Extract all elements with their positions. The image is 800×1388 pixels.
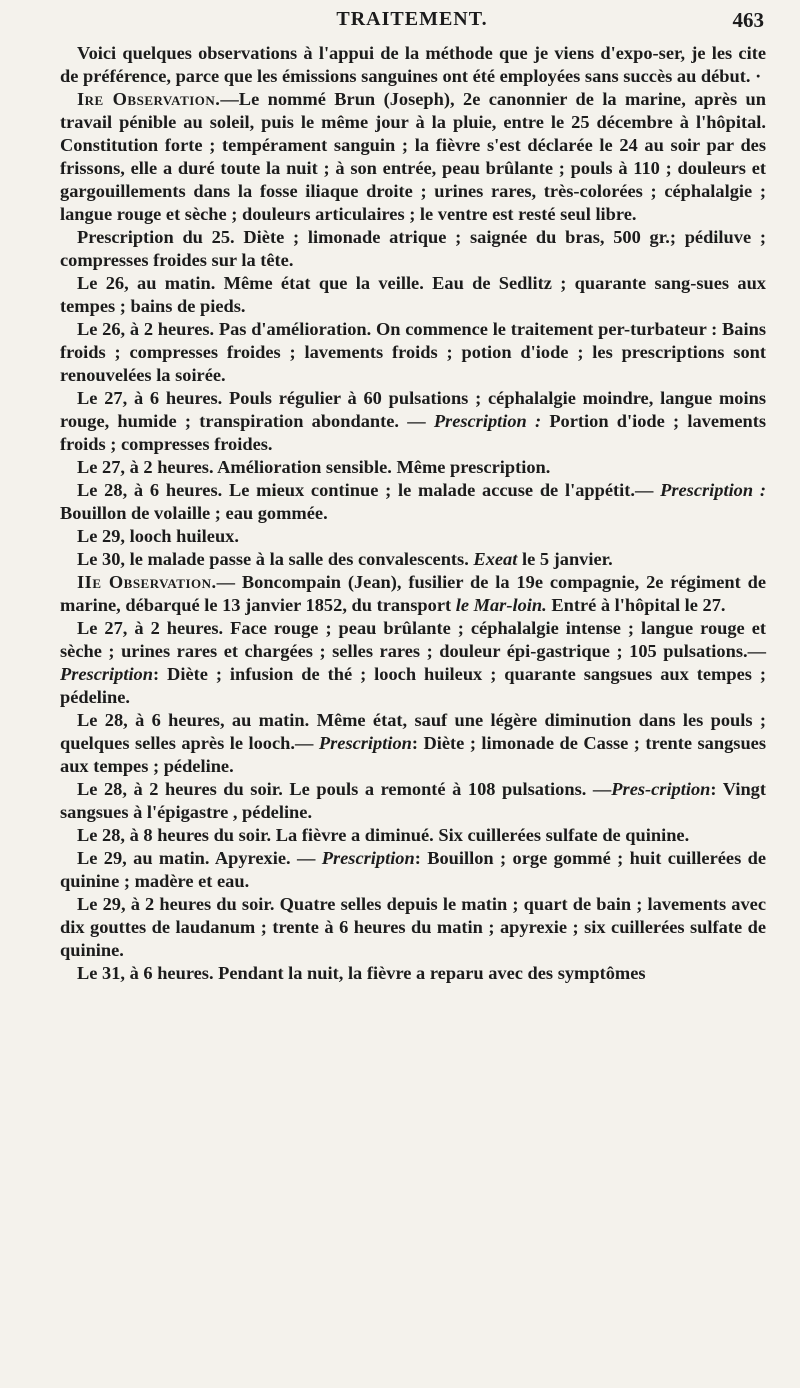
paragraph-tail: : Bouillon ; orge gommé ; huit cuillerées de quinine ; madère et eau.	[60, 848, 766, 891]
italic-text: Prescription	[318, 733, 412, 753]
italic-text: Prescription :	[660, 480, 766, 500]
paragraph-text: Le 27, à 2 heures. Face rouge ; peau brûlante ; céphalalgie intense ; langue rouge et sèche ; urines rares et chargées ; selles rares ; douleur épi-gastrique ; 105 pulsations.—	[60, 618, 766, 661]
italic-text: le Mar-loin.	[455, 595, 547, 615]
paragraph-text: Le 28, à 6 heures, au matin. Même état, sauf une légère diminution dans les pouls ; quelques selles après le looch.—	[60, 710, 766, 753]
paragraph	[60, 824, 766, 847]
italic-text: Prescription :	[433, 411, 542, 431]
paragraph	[60, 709, 766, 778]
paragraph-tail: le 5 janvier.	[521, 549, 613, 569]
paragraph	[60, 318, 766, 387]
paragraph-tail: Entré à l'hôpital le 27.	[551, 595, 726, 615]
paragraph-text: —Le nommé Brun (Joseph), 2e canonnier de la marine, après un travail pénible au soleil, puis le même jour à la pluie, entre le 25 décembre à l'hôpital. Constitution forte ; tempérament sanguin ; la fièvre s'est déclarée le 24 au soir par des frissons, elle a duré toute la nuit ; à son entrée, peau brûlante ; pouls à 110 ; douleurs et gargouillements dans la fosse iliaque droite ; urines rares, très-colorées ; céphalalgie ; langue rouge et sèche ; douleurs articulaires ; le ventre est resté seul libre.	[60, 89, 766, 224]
italic-text: Pres-cription	[611, 779, 711, 799]
paragraph	[60, 548, 766, 571]
paragraph	[60, 617, 766, 709]
italic-text: Prescription	[321, 848, 415, 868]
paragraph	[60, 456, 766, 479]
paragraph-text: Prescription du 25. Diète ; limonade atrique ; saignée du bras, 500 gr.; pédiluve ; compresses froides sur la tête.	[60, 227, 766, 270]
paragraph-text: Le 28, à 6 heures. Le mieux continue ; le malade accuse de l'appétit.—	[77, 480, 654, 500]
paragraph	[60, 42, 766, 88]
paragraph-tail: Portion d'iode ; lavements froids ; compresses froides.	[60, 411, 766, 454]
paragraph	[60, 847, 766, 893]
paragraph-tail: : Diète ; limonade de Casse ; trente sangsues aux tempes ; pédeline.	[60, 733, 767, 776]
observation-paragraph	[60, 88, 766, 226]
paragraph	[60, 525, 766, 548]
paragraph-text: Le 28, à 8 heures du soir. La fièvre a diminué. Six cuillerées sulfate de quinine.	[77, 825, 690, 845]
running-title: TRAITEMENT.	[336, 8, 488, 30]
paragraph	[60, 778, 766, 824]
observation-heading: Ire Observation.	[77, 89, 221, 109]
paragraph-text: Le 30, le malade passe à la salle des convalescents.	[77, 549, 469, 569]
paragraph-text: Le 27, à 6 heures. Pouls régulier à 60 pulsations ; céphalalgie moindre, langue moins rouge, humide ; transpiration abondante. —	[60, 388, 766, 431]
paragraph-text: Le 29, looch huileux.	[77, 526, 239, 546]
observation-paragraph	[60, 571, 766, 617]
body-text	[60, 42, 766, 985]
paragraph	[60, 387, 766, 456]
paragraph-tail: Bouillon de volaille ; eau gommée.	[60, 503, 328, 523]
paragraph-text: Le 26, au matin. Même état que la veille. Eau de Sedlitz ; quarante sang-sues aux tempes ; bains de pieds.	[60, 273, 766, 316]
paragraph	[60, 962, 766, 985]
page-header	[60, 8, 764, 34]
paragraph-text: Le 26, à 2 heures. Pas d'amélioration. On commence le traitement per-turbateur : Bains froids ; compresses froides ; lavements froids ; potion d'iode ; les prescriptions sont renouvelées la soirée.	[60, 319, 766, 385]
paragraph	[60, 479, 766, 525]
paragraph-text: Voici quelques observations à l'appui de la méthode que je viens d'expo-ser, je les cite de préférence, parce que les émissions sanguines ont été employées sans succès au début. ·	[60, 43, 766, 86]
paragraph-text: Le 28, à 2 heures du soir. Le pouls a remonté à 108 pulsations. —	[77, 779, 612, 799]
paragraph-text: Le 31, à 6 heures. Pendant la nuit, la fièvre a reparu avec des symptômes	[77, 963, 646, 983]
italic-text: Exeat	[473, 549, 518, 569]
paragraph	[60, 272, 766, 318]
paragraph	[60, 226, 766, 272]
paragraph-text: — Boncompain (Jean), fusilier de la 19e compagnie, 2e régiment de marine, débarqué le 13 janvier 1852, du transport	[60, 572, 767, 615]
observation-heading: IIe Observation.	[77, 572, 217, 592]
paragraph-text: Le 29, à 2 heures du soir. Quatre selles depuis le matin ; quart de bain ; lavements avec dix gouttes de laudanum ; trente à 6 heures du matin ; apyrexie ; six cuillerées sulfate de quinine.	[60, 894, 766, 960]
paragraph-tail: : Vingt sangsues à l'épigastre , pédeline.	[60, 779, 767, 822]
paragraph-text: Le 29, au matin. Apyrexie. —	[77, 848, 316, 868]
page-number: 463	[732, 8, 764, 32]
paragraph-text: Le 27, à 2 heures. Amélioration sensible. Même prescription.	[77, 457, 551, 477]
italic-text: Prescription	[60, 664, 153, 684]
paragraph-tail: : Diète ; infusion de thé ; looch huileux ; quarante sangsues aux tempes ; pédeline.	[60, 664, 766, 707]
paragraph	[60, 893, 766, 962]
